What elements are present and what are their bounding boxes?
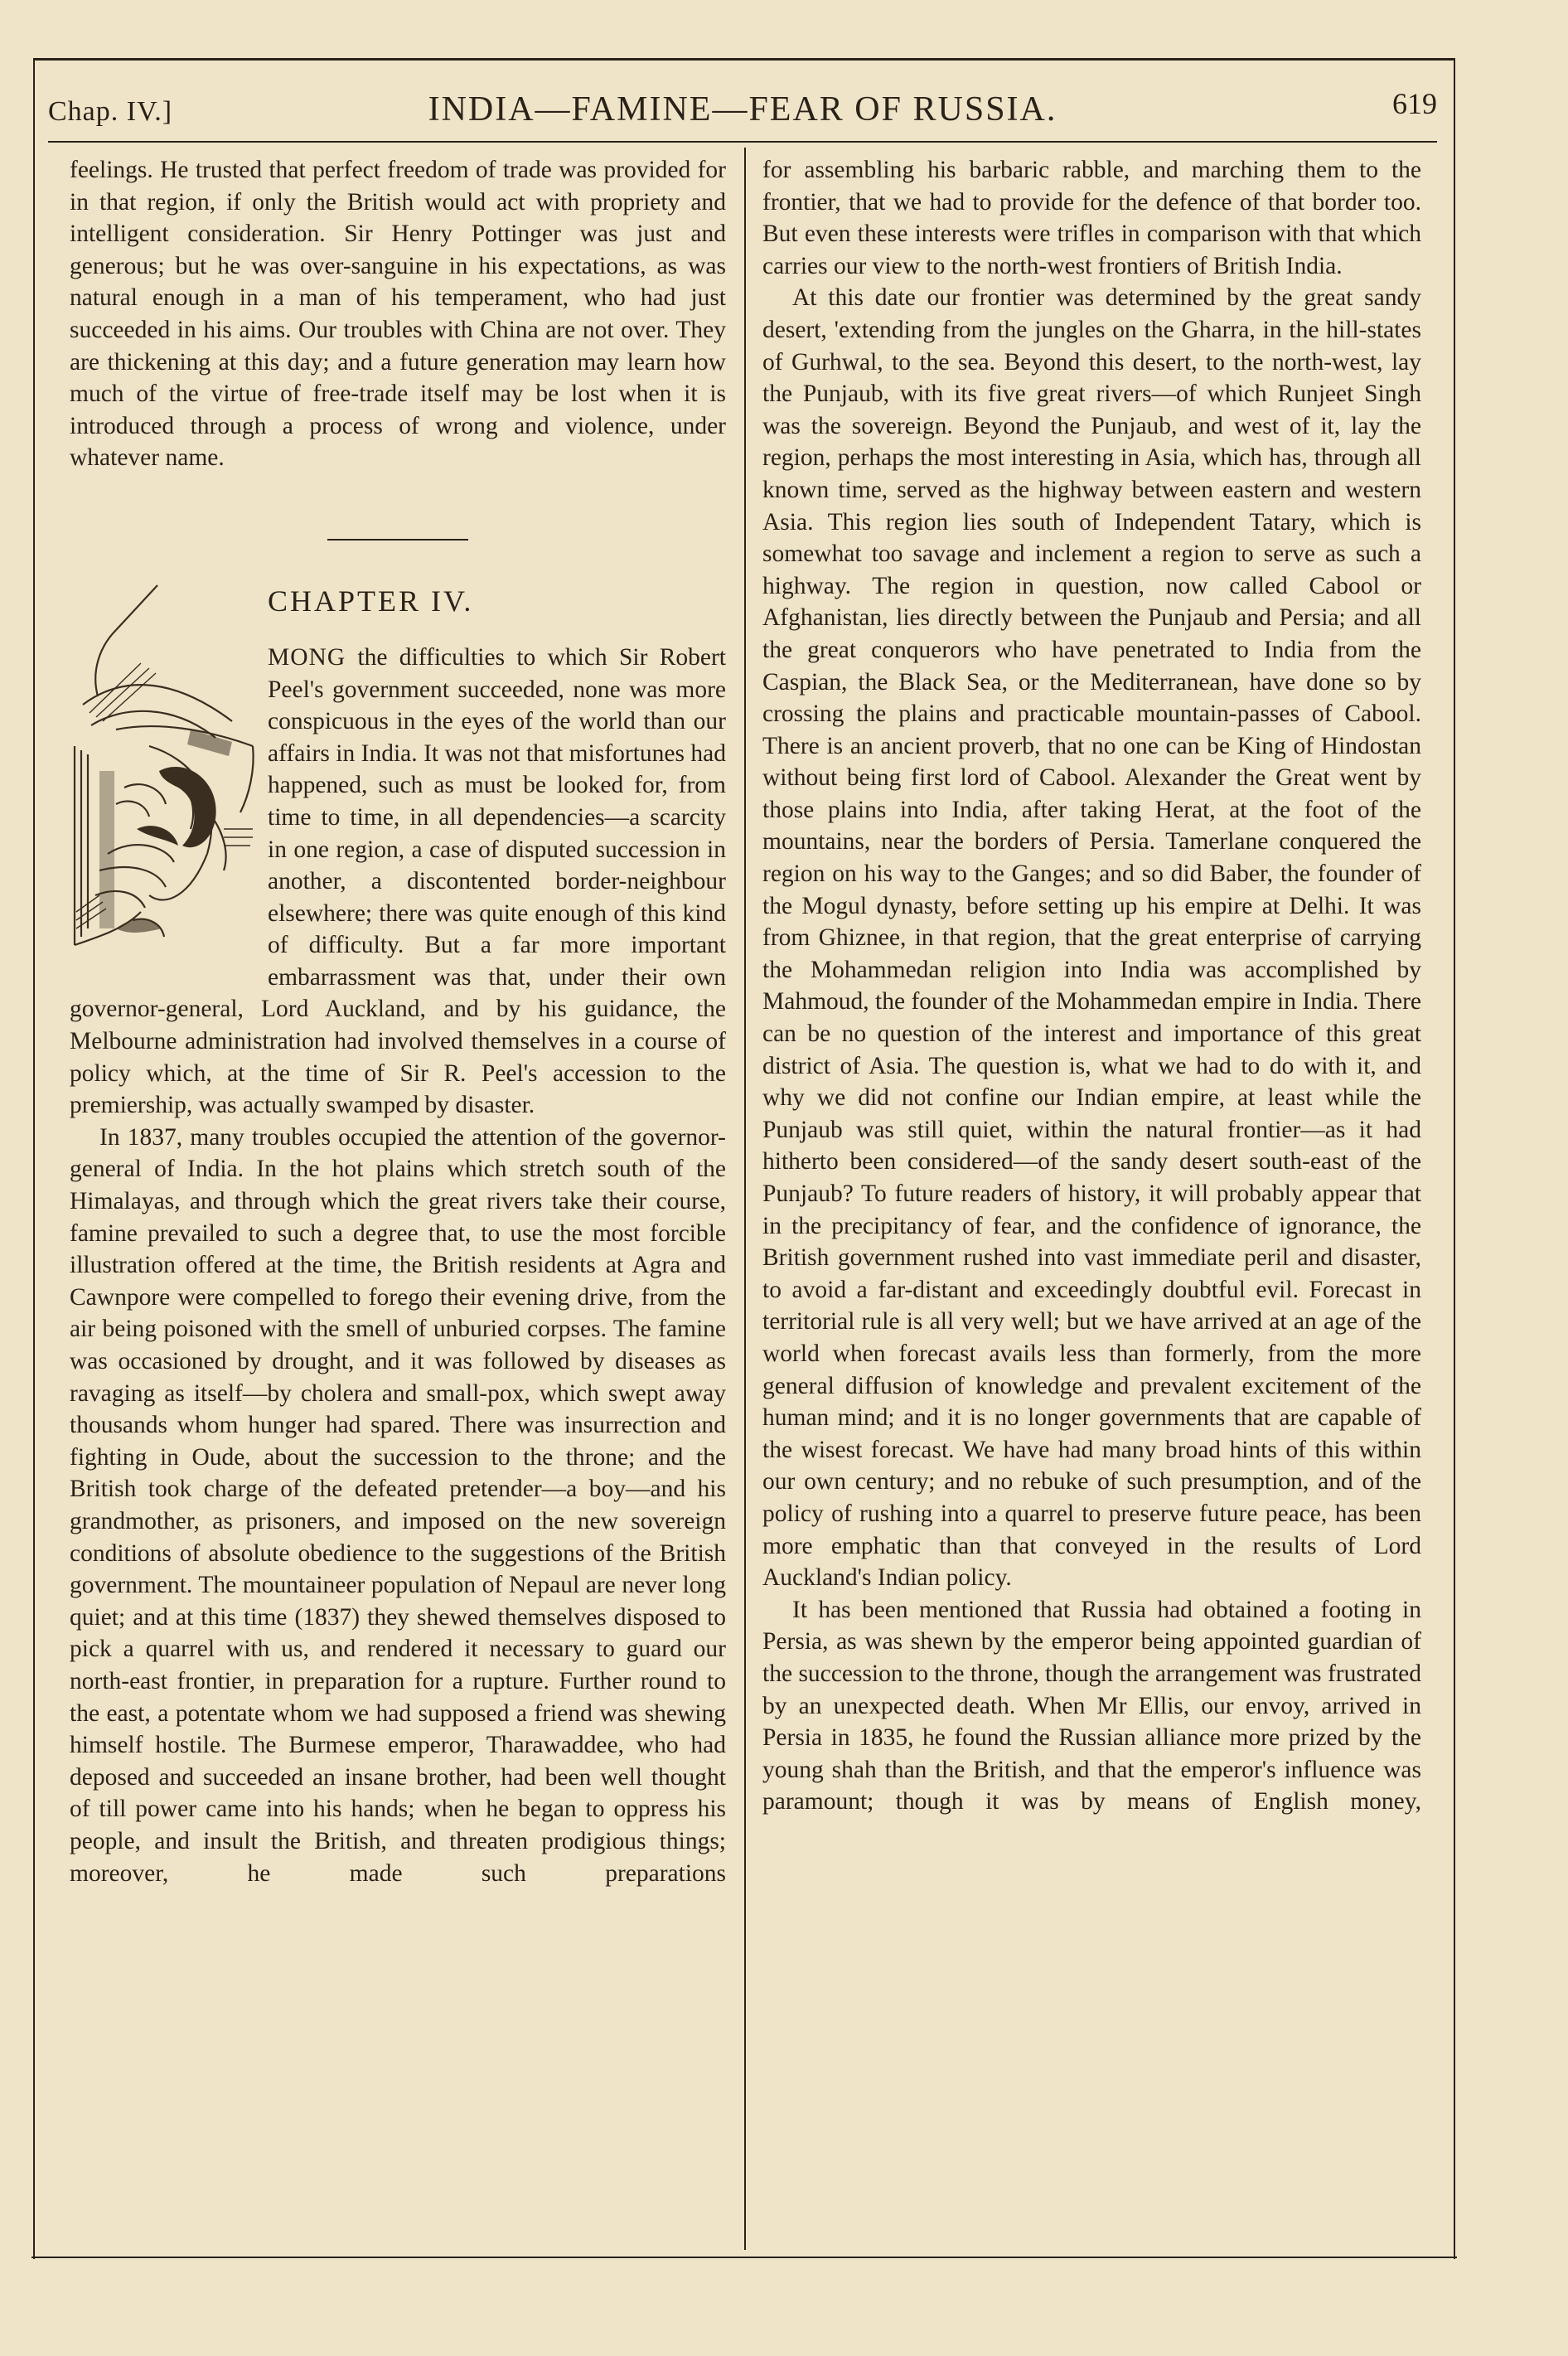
ornamental-letter-a-icon bbox=[70, 580, 261, 966]
right-column bbox=[762, 154, 1421, 2243]
left-column bbox=[70, 154, 726, 2243]
page-number: 619 bbox=[1392, 87, 1437, 120]
carryover-paragraph: feelings. He trusted that perfect freedom of trade was provided for in that region, if only the British would act with propriety and intelligent consideration. Sir Henry Pottinger was just and generous; but he was over-sanguine in his expectations, as was natural enough in a man of his temperament, who had just succeeded in his aims. Our troubles with China are not over. They are thickening at this day; and a future generation may learn how much of the virtue of free-trade itself may be lost when it is introduced through a process of wrong and violence, under whatever name. bbox=[70, 157, 726, 472]
header-rule bbox=[48, 141, 1437, 143]
chapter-opening bbox=[70, 580, 726, 1122]
chapter-heading: CHAPTER IV. bbox=[268, 584, 474, 618]
opening-word: MONG bbox=[268, 643, 346, 671]
ornamental-drop-cap bbox=[70, 580, 261, 966]
section-divider bbox=[327, 539, 468, 541]
running-title: INDIA—FAMINE—FEAR OF RUSSIA. bbox=[428, 90, 1057, 128]
paragraph-frontier: At this date our frontier was determined by the great sandy desert, 'extending from the jungles on the Gharra, in the hill-states of Gurhwal, to the sea. Beyond this desert, to the north-west, lay the Punjaub, with its five great rivers—of which Runjeet Singh was the sovereign. Beyond the Punjaub, and west of it, lay the region, perhaps the most interesting in Asia, which has, through all known time, served as the highway between eastern and western Asia. This region lies south of Independent Tatary, which is somewhat too savage and inclement a region to serve as such a highway. The region in question, now called Cabool or Afghanistan, lies directly between the Punjaub and Persia; and all the great conquerors who have penetrated to India from the Caspian, the Black Sea, or the Mediterranean, have done so by crossing the plains and practicable mountain-passes of Cabool. There is an ancient proverb, that no one can be King of Hindostan without being first lord of Cabool. Alexander the Great went by those plains into India, after taking Herat, at the foot of the mountains, near the borders of Persia. Tamerlane conquered the region on his way to the Ganges; and so did Baber, the founder of the Mogul dynasty, before setting up his empire at Delhi. It was from Ghiznee, in that region, that the great enterprise of carrying the Mohammedan religion into India was accomplished by Mahmoud, the founder of the Mohammedan empire in India. There can be no question of the interest and importance of this great district of Asia. The question is, what we had to do with it, and why we did not confine our Indian empire, at least while the Punjaub was still quiet, within the natural frontier—as it had hitherto been considered—of the sandy desert south-east of the Punjaub? To future readers of history, it will probably appear that in the precipitancy of fear, and the confidence of ignorance, the British government rushed into vast immediate peril and disaster, to avoid a far-distant and exceedingly doubtful evil. Forecast in territorial rule is all very well; but we have arrived at an age of the world when forecast avails less than formerly, from the more general diffusion of knowledge and prevalent excitement of the human mind; and it is no longer governments that are capable of the wisest forecast. We have had many broad hints of this within our own century; and no rebuke of such presumption, and of the policy of rushing into a quarrel to preserve future peace, has been more emphatic than that conveyed in the results of Lord Auckland's Indian policy. bbox=[762, 284, 1421, 1592]
opening-text: the difficulties to which Sir Robert Peel's government succeeded, none was more conspicuous in the eyes of the world than our affairs in India. It was not that misfortunes had happened, such as must be looked for, from time to time, in all dependencies—a scarcity in one region, a case of disputed succession in another, a discontented border-neighbour elsewhere; there was quite enough of this kind of difficulty. But a far more important embarrassment was that, under their own governor-general, Lord Auckland, and by his guidance, the Melbourne administration had involved themselves in a course of policy which, at the time of Sir R. Peel's accession to the premiership, was actually swamped by disaster. bbox=[70, 643, 726, 1119]
column-divider bbox=[744, 148, 746, 2250]
carryover-paragraph-right: for assembling his barbaric rabble, and marching them to the frontier, that we had to provide for the defence of that border too. But even these interests were trifles in comparison with that which carries our view to the north-west frontiers of British India. bbox=[762, 157, 1421, 279]
bottom-rule bbox=[31, 2257, 1457, 2258]
paragraph-1837: In 1837, many troubles occupied the attention of the governor-general of India. In the hot plains which stretch south of the Himalayas, and through which the great rivers take their course, famine prevailed to such a degree that, to use the most forcible illustration offered at the time, the British residents at Agra and Cawnpore were compelled to forego their evening drive, from the air being poisoned with the smell of unburied corpses. The famine was occasioned by drought, and it was followed by diseases as ravaging as itself—by cholera and small-pox, which swept away thousands whom hunger had spared. There was insurrection and fighting in Oude, about the succession to the throne; and the British took charge of the defeated pretender—a boy—and his grandmother, as prisoners, and imposed on the new sovereign conditions of absolute obedience to the suggestions of the British government. The mountaineer population of Nepaul are never long quiet; and at this time (1837) they shewed themselves disposed to pick a quarrel with us, and rendered it necessary to guard our north-east frontier, in preparation for a rupture. Further round to the east, a potentate whom we had supposed a friend was shewing himself hostile. The Burmese emperor, Tharawaddee, who had deposed and succeeded an insane brother, had been well thought of till power came into his hands; when he began to oppress his people, and insult the British, and threaten prodigious things; moreover, he made such preparations bbox=[70, 1123, 726, 1887]
paragraph-russia: It has been mentioned that Russia had obtained a footing in Persia, as was shewn by the emperor being appointed guardian of the succession to the throne, though the arrangement was frustrated by an unexpected death. When Mr Ellis, our envoy, arrived in Persia in 1835, he found the Russian alliance more prized by the young shah than the British, and that the emperor's influence was paramount; though it was by means of English money, bbox=[762, 1596, 1421, 1815]
chapter-reference: Chap. IV.] bbox=[48, 96, 173, 127]
running-header bbox=[48, 83, 1437, 141]
